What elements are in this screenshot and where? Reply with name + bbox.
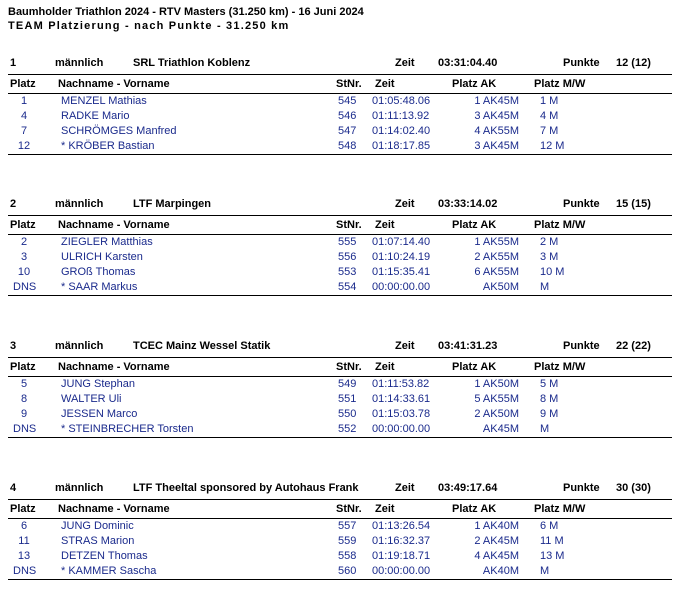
row-ak: 2 AK55M bbox=[474, 251, 519, 263]
team-header bbox=[8, 195, 672, 215]
team-time: 03:41:31.23 bbox=[438, 340, 498, 352]
team-club: LTF Theeltal sponsored by Autohaus Frank bbox=[133, 482, 359, 494]
row-name: MENZEL Mathias bbox=[61, 95, 147, 107]
row-platz: 2 bbox=[20, 236, 28, 248]
row-ak: AK40M bbox=[482, 565, 519, 577]
team-points-label: Punkte bbox=[563, 340, 600, 352]
table-row bbox=[8, 549, 672, 564]
col-stnr: StNr. bbox=[336, 78, 362, 90]
row-stnr: 547 bbox=[338, 125, 357, 137]
col-platz: Platz bbox=[10, 219, 36, 231]
team-time-label: Zeit bbox=[395, 57, 415, 69]
table-row bbox=[8, 235, 672, 250]
row-stnr: 552 bbox=[338, 423, 357, 435]
row-stnr: 546 bbox=[338, 110, 357, 122]
row-name: WALTER Uli bbox=[61, 393, 122, 405]
row-name: STRAS Marion bbox=[61, 535, 135, 547]
team-gender: männlich bbox=[55, 57, 104, 69]
team-points: 12 (12) bbox=[616, 57, 651, 69]
row-platz: 9 bbox=[20, 408, 28, 420]
table-row bbox=[8, 407, 672, 422]
row-mw: 3 M bbox=[540, 251, 559, 263]
row-platz: DNS bbox=[13, 281, 37, 293]
row-name: JUNG Stephan bbox=[61, 378, 135, 390]
row-name: GROß Thomas bbox=[61, 266, 136, 278]
row-platz: 4 bbox=[20, 110, 28, 122]
col-zeit: Zeit bbox=[375, 219, 395, 231]
col-name: Nachname - Vorname bbox=[58, 78, 170, 90]
col-mw: Platz M/W bbox=[534, 219, 586, 231]
col-zeit: Zeit bbox=[375, 78, 395, 90]
column-header-row bbox=[8, 358, 672, 376]
team-points: 15 (15) bbox=[616, 198, 651, 210]
row-platz: 11 bbox=[18, 535, 30, 547]
row-platz: 7 bbox=[20, 125, 28, 137]
row-stnr: 559 bbox=[338, 535, 357, 547]
document-title: Baumholder Triathlon 2024 - RTV Masters (31.250 km) - 16 Juni 2024 bbox=[8, 6, 364, 18]
row-ak: AK50M bbox=[482, 281, 519, 293]
row-name: JESSEN Marco bbox=[61, 408, 138, 420]
col-stnr: StNr. bbox=[336, 503, 362, 515]
row-stnr: 557 bbox=[338, 520, 357, 532]
table-row bbox=[8, 392, 672, 407]
row-ak: 4 AK45M bbox=[474, 550, 519, 562]
team-rank: 2 bbox=[10, 198, 17, 210]
row-platz: 6 bbox=[20, 520, 28, 532]
team-club: TCEC Mainz Wessel Statik bbox=[133, 340, 271, 352]
col-zeit: Zeit bbox=[375, 503, 395, 515]
team-points: 30 (30) bbox=[616, 482, 651, 494]
row-ak: 2 AK50M bbox=[474, 408, 519, 420]
team-block bbox=[8, 479, 672, 580]
team-block bbox=[8, 195, 672, 296]
row-stnr: 555 bbox=[338, 236, 357, 248]
team-header bbox=[8, 337, 672, 357]
table-row bbox=[8, 280, 672, 295]
table-row bbox=[8, 94, 672, 109]
col-stnr: StNr. bbox=[336, 361, 362, 373]
table-row bbox=[8, 250, 672, 265]
table-row bbox=[8, 109, 672, 124]
col-platz: Platz bbox=[10, 503, 36, 515]
col-mw: Platz M/W bbox=[534, 503, 586, 515]
row-stnr: 549 bbox=[338, 378, 357, 390]
row-mw: 11 M bbox=[540, 535, 564, 547]
row-zeit: 01:07:14.40 bbox=[372, 236, 431, 248]
team-gender: männlich bbox=[55, 198, 104, 210]
row-zeit: 01:14:33.61 bbox=[372, 393, 431, 405]
col-platz: Platz bbox=[10, 78, 36, 90]
row-ak: 2 AK45M bbox=[474, 535, 519, 547]
row-mw: 12 M bbox=[540, 140, 565, 152]
col-name: Nachname - Vorname bbox=[58, 361, 170, 373]
row-ak: 1 AK50M bbox=[474, 378, 519, 390]
row-ak: 1 AK45M bbox=[474, 95, 519, 107]
row-zeit: 01:11:53.82 bbox=[372, 378, 430, 390]
row-zeit: 00:00:00.00 bbox=[372, 565, 431, 577]
row-mw: 1 M bbox=[540, 95, 559, 107]
row-zeit: 01:10:24.19 bbox=[372, 251, 431, 263]
row-zeit: 01:14:02.40 bbox=[372, 125, 431, 137]
team-points-label: Punkte bbox=[563, 482, 600, 494]
team-time-label: Zeit bbox=[395, 482, 415, 494]
team-block bbox=[8, 337, 672, 438]
col-name: Nachname - Vorname bbox=[58, 219, 170, 231]
row-platz: 13 bbox=[17, 550, 31, 562]
row-mw: 4 M bbox=[540, 110, 559, 122]
row-name: * STEINBRECHER Torsten bbox=[61, 423, 194, 435]
col-ak: Platz AK bbox=[452, 219, 497, 231]
row-name: ULRICH Karsten bbox=[61, 251, 143, 263]
column-header-row bbox=[8, 75, 672, 93]
row-platz: 8 bbox=[20, 393, 28, 405]
row-ak: 1 AK55M bbox=[474, 236, 519, 248]
row-platz: DNS bbox=[13, 423, 37, 435]
col-ak: Platz AK bbox=[452, 361, 497, 373]
row-stnr: 545 bbox=[338, 95, 357, 107]
row-mw: 10 M bbox=[540, 266, 565, 278]
col-ak: Platz AK bbox=[452, 503, 497, 515]
row-platz: 5 bbox=[20, 378, 28, 390]
divider bbox=[8, 154, 672, 155]
row-name: * KRÖBER Bastian bbox=[61, 140, 155, 152]
col-stnr: StNr. bbox=[336, 219, 362, 231]
table-row bbox=[8, 422, 672, 437]
col-mw: Platz M/W bbox=[534, 361, 586, 373]
team-points-label: Punkte bbox=[563, 57, 600, 69]
row-platz: 1 bbox=[20, 95, 28, 107]
team-rank: 3 bbox=[10, 340, 17, 352]
table-row bbox=[8, 564, 672, 579]
row-zeit: 01:11:13.92 bbox=[372, 110, 430, 122]
table-row bbox=[8, 534, 672, 549]
row-ak: 3 AK45M bbox=[474, 110, 519, 122]
team-club: LTF Marpingen bbox=[133, 198, 212, 210]
team-time: 03:31:04.40 bbox=[438, 57, 498, 69]
row-ak: 4 AK55M bbox=[474, 125, 519, 137]
row-mw: 7 M bbox=[540, 125, 559, 137]
team-rank: 4 bbox=[10, 482, 17, 494]
row-ak: AK45M bbox=[482, 423, 519, 435]
column-header-row bbox=[8, 500, 672, 518]
team-header bbox=[8, 54, 672, 74]
row-stnr: 554 bbox=[338, 281, 357, 293]
row-platz: DNS bbox=[13, 565, 37, 577]
row-zeit: 01:15:35.41 bbox=[372, 266, 431, 278]
row-mw: 6 M bbox=[540, 520, 559, 532]
row-zeit: 01:15:03.78 bbox=[372, 408, 431, 420]
row-mw: 5 M bbox=[540, 378, 559, 390]
row-ak: 3 AK45M bbox=[474, 140, 519, 152]
row-ak: 5 AK55M bbox=[474, 393, 519, 405]
row-mw: 8 M bbox=[540, 393, 559, 405]
col-name: Nachname - Vorname bbox=[58, 503, 170, 515]
row-ak: 1 AK40M bbox=[474, 520, 519, 532]
team-club: SRL Triathlon Koblenz bbox=[133, 57, 251, 69]
row-stnr: 551 bbox=[338, 393, 357, 405]
row-zeit: 01:13:26.54 bbox=[372, 520, 431, 532]
col-zeit: Zeit bbox=[375, 361, 395, 373]
table-row bbox=[8, 124, 672, 139]
row-platz: 10 bbox=[17, 266, 31, 278]
row-platz: 12 bbox=[17, 140, 31, 152]
row-stnr: 550 bbox=[338, 408, 357, 420]
col-ak: Platz AK bbox=[452, 78, 497, 90]
row-name: JUNG Dominic bbox=[61, 520, 134, 532]
row-zeit: 01:16:32.37 bbox=[372, 535, 431, 547]
row-zeit: 00:00:00.00 bbox=[372, 281, 431, 293]
team-points: 22 (22) bbox=[616, 340, 651, 352]
row-zeit: 00:00:00.00 bbox=[372, 423, 431, 435]
table-row bbox=[8, 519, 672, 534]
table-row bbox=[8, 139, 672, 154]
team-block bbox=[8, 54, 672, 155]
row-zeit: 01:18:17.85 bbox=[372, 140, 431, 152]
row-ak: 6 AK55M bbox=[474, 266, 519, 278]
row-stnr: 556 bbox=[338, 251, 357, 263]
row-platz: 3 bbox=[20, 251, 28, 263]
divider bbox=[8, 437, 672, 438]
divider bbox=[8, 579, 672, 580]
team-time-label: Zeit bbox=[395, 198, 415, 210]
table-row bbox=[8, 377, 672, 392]
team-rank: 1 bbox=[10, 57, 17, 69]
row-name: * SAAR Markus bbox=[61, 281, 138, 293]
col-mw: Platz M/W bbox=[534, 78, 586, 90]
team-header bbox=[8, 479, 672, 499]
row-name: SCHRÖMGES Manfred bbox=[61, 125, 177, 137]
col-platz: Platz bbox=[10, 361, 36, 373]
team-gender: männlich bbox=[55, 340, 104, 352]
row-stnr: 553 bbox=[338, 266, 357, 278]
row-mw: M bbox=[540, 423, 550, 435]
team-time-label: Zeit bbox=[395, 340, 415, 352]
row-mw: M bbox=[540, 565, 550, 577]
team-gender: männlich bbox=[55, 482, 104, 494]
row-mw: 2 M bbox=[540, 236, 559, 248]
row-stnr: 560 bbox=[338, 565, 357, 577]
row-zeit: 01:05:48.06 bbox=[372, 95, 431, 107]
team-points-label: Punkte bbox=[563, 198, 600, 210]
row-name: DETZEN Thomas bbox=[61, 550, 148, 562]
team-time: 03:49:17.64 bbox=[438, 482, 498, 494]
row-name: RADKE Mario bbox=[61, 110, 130, 122]
divider bbox=[8, 295, 672, 296]
team-time: 03:33:14.02 bbox=[438, 198, 498, 210]
row-mw: 9 M bbox=[540, 408, 559, 420]
row-name: * KAMMER Sascha bbox=[61, 565, 157, 577]
row-stnr: 548 bbox=[338, 140, 357, 152]
row-name: ZIEGLER Matthias bbox=[61, 236, 153, 248]
row-mw: M bbox=[540, 281, 550, 293]
table-row bbox=[8, 265, 672, 280]
row-mw: 13 M bbox=[540, 550, 565, 562]
row-zeit: 01:19:18.71 bbox=[372, 550, 431, 562]
column-header-row bbox=[8, 216, 672, 234]
row-stnr: 558 bbox=[338, 550, 357, 562]
document-subtitle: TEAM Platzierung - nach Punkte - 31.250 km bbox=[8, 20, 290, 32]
